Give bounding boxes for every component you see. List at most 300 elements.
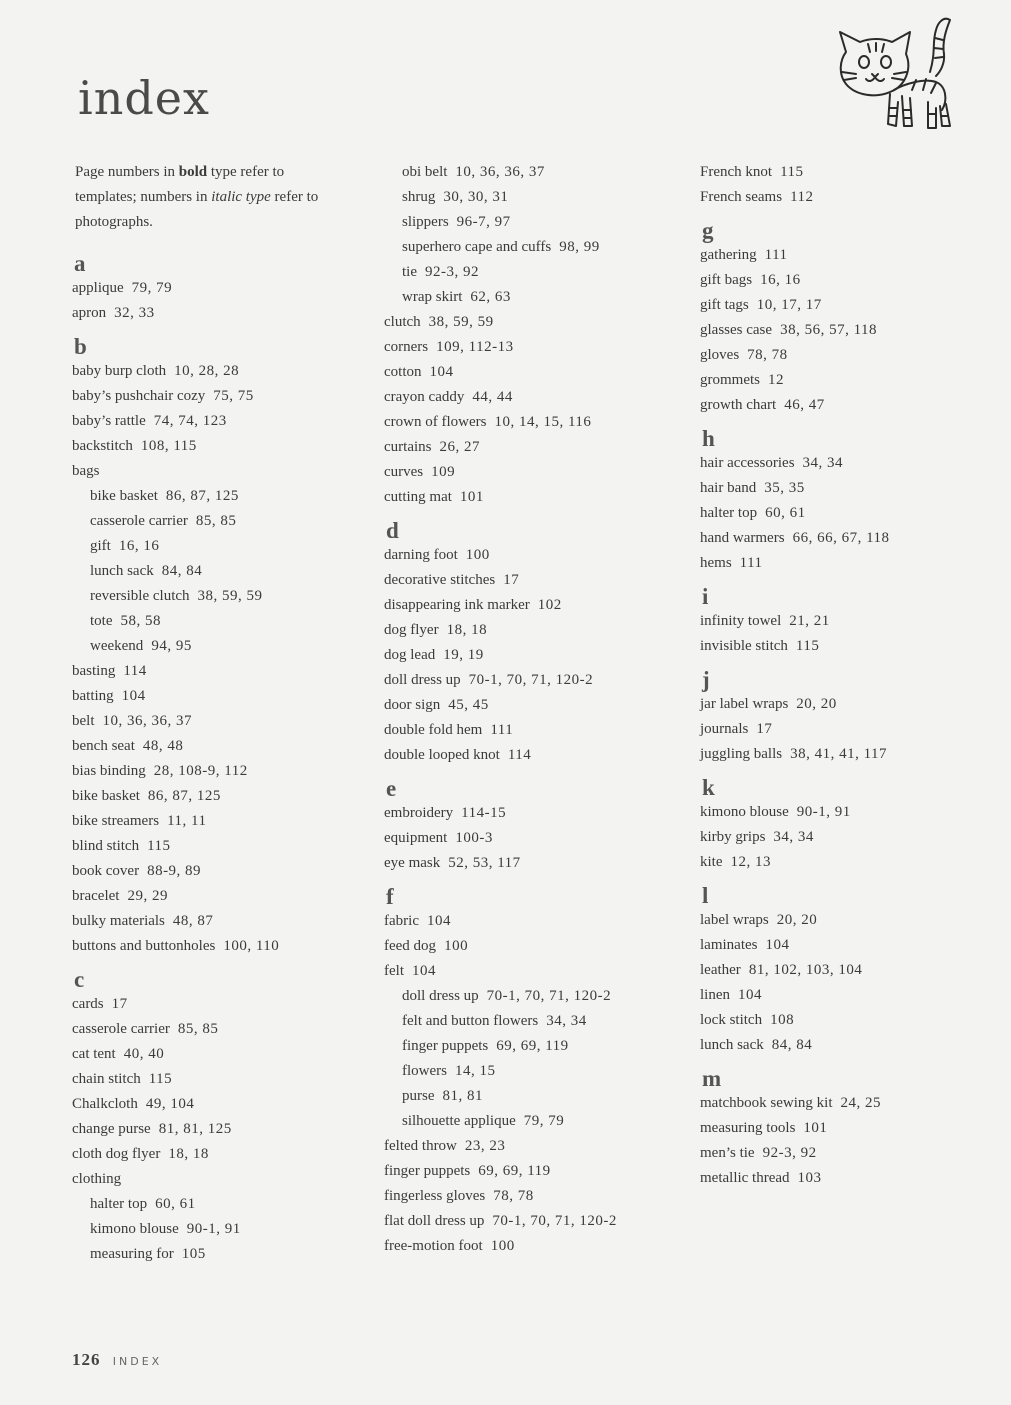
entry-pages: 20, 20 <box>776 912 818 928</box>
entry-term: free-motion foot <box>384 1238 483 1254</box>
cat-illustration <box>832 12 962 136</box>
index-entry <box>384 385 684 410</box>
entry-pages: 69, 69, 119 <box>478 1163 551 1179</box>
entry-term: eye mask <box>384 855 441 871</box>
entry-pages: 52, 53, 117 <box>448 855 521 871</box>
entry-pages: 111 <box>490 722 514 738</box>
index-subentry <box>72 634 362 659</box>
index-entry <box>384 410 684 435</box>
entry-pages: 81, 81, 125 <box>158 1121 232 1137</box>
index-entry <box>384 593 684 618</box>
entry-term: journals <box>700 721 749 737</box>
index-entry <box>72 934 362 959</box>
entry-pages: 12, 13 <box>730 854 771 870</box>
entry-pages: 103 <box>797 1170 822 1186</box>
index-entry <box>700 634 1000 659</box>
index-entry <box>72 992 362 1017</box>
entry-pages: 10, 28, 28 <box>174 363 240 379</box>
entry-pages: 38, 59, 59 <box>197 588 263 604</box>
entry-term: decorative stitches <box>384 572 496 588</box>
index-entry <box>384 543 684 568</box>
index-entry <box>700 742 1000 767</box>
entry-pages: 85, 85 <box>177 1021 219 1037</box>
index-entry <box>700 800 1000 825</box>
entry-pages: 94, 95 <box>151 638 192 654</box>
entry-pages: 90-1, 91 <box>796 804 851 820</box>
entry-term: curves <box>384 464 424 480</box>
index-entry <box>72 734 362 759</box>
entry-term: bike streamers <box>72 813 160 829</box>
entry-pages: 17 <box>111 996 128 1012</box>
entry-pages: 115 <box>148 1071 173 1087</box>
entry-pages: 115 <box>795 638 820 654</box>
entry-term: book cover <box>72 863 140 879</box>
entry-term: change purse <box>72 1121 151 1137</box>
entry-pages: 100 <box>444 938 469 954</box>
entry-term: tote <box>90 613 113 629</box>
entry-pages: 104 <box>121 688 146 704</box>
entry-pages: 62, 63 <box>470 289 511 305</box>
entry-pages: 102 <box>537 597 562 613</box>
index-entry <box>700 1008 1000 1033</box>
index-entry <box>72 384 362 409</box>
entry-pages: 34, 34 <box>546 1013 587 1029</box>
entry-pages: 38, 56, 57, 118 <box>780 322 878 338</box>
index-entry <box>384 460 684 485</box>
index-entry <box>700 825 1000 850</box>
index-entry <box>700 717 1000 742</box>
index-entry <box>700 1166 1000 1191</box>
index-entry <box>384 718 684 743</box>
entry-pages: 14, 15 <box>455 1063 496 1079</box>
entry-pages: 112 <box>790 189 814 205</box>
index-entry <box>72 434 362 459</box>
index-subentry <box>384 984 684 1009</box>
entry-term: double fold hem <box>384 722 483 738</box>
index-subentry <box>72 1217 362 1242</box>
index-subentry <box>72 559 362 584</box>
entry-pages: 10, 36, 36, 37 <box>455 164 545 180</box>
entry-pages: 108 <box>770 1012 795 1028</box>
entry-term: clothing <box>72 1171 122 1187</box>
index-subentry <box>384 1059 684 1084</box>
entry-pages: 85, 85 <box>195 513 237 529</box>
entry-term: bags <box>72 463 100 479</box>
entry-pages: 96-7, 97 <box>456 214 511 230</box>
entry-term: double looped knot <box>384 747 500 763</box>
entry-pages: 114-15 <box>461 805 507 821</box>
entry-pages: 34, 34 <box>773 829 814 845</box>
entry-term: disappearing ink marker <box>384 597 530 613</box>
entry-term: French seams <box>700 189 783 205</box>
index-entry <box>700 243 1000 268</box>
index-entry <box>700 692 1000 717</box>
entry-list <box>384 160 684 1259</box>
entry-pages: 115 <box>147 838 171 854</box>
index-entry <box>384 485 684 510</box>
index-entry <box>700 609 1000 634</box>
entry-term: cotton <box>384 364 422 380</box>
index-entry <box>72 909 362 934</box>
entry-pages: 78, 78 <box>493 1188 534 1204</box>
entry-pages: 100, 110 <box>223 938 280 954</box>
entry-pages: 74, 74, 123 <box>153 413 227 429</box>
entry-pages: 19, 19 <box>443 647 484 663</box>
entry-term: weekend <box>90 638 144 654</box>
entry-pages: 100 <box>490 1238 515 1254</box>
index-entry <box>700 501 1000 526</box>
entry-pages: 101 <box>459 489 484 505</box>
index-entry <box>384 1209 684 1234</box>
entry-term: lunch sack <box>90 563 154 579</box>
entry-term: batting <box>72 688 114 704</box>
index-entry <box>700 1116 1000 1141</box>
letter-heading: h <box>702 426 715 451</box>
index-entry <box>72 359 362 384</box>
index-subentry <box>72 584 362 609</box>
entry-term: chain stitch <box>72 1071 141 1087</box>
index-entry <box>384 1234 684 1259</box>
index-entry <box>384 959 684 984</box>
entry-term: French knot <box>700 164 773 180</box>
entry-pages: 98, 99 <box>559 239 600 255</box>
entry-pages: 58, 58 <box>120 613 161 629</box>
page-footer <box>72 1350 162 1370</box>
index-entry <box>384 743 684 768</box>
entry-term: doll dress up <box>384 672 461 688</box>
entry-pages: 10, 14, 15, 116 <box>494 414 592 430</box>
entry-pages: 17 <box>503 572 520 588</box>
entry-term: dog flyer <box>384 622 439 638</box>
entry-term: doll dress up <box>402 988 479 1004</box>
entry-pages: 17 <box>756 721 773 737</box>
entry-pages: 49, 104 <box>145 1096 195 1112</box>
entry-term: casserole carrier <box>72 1021 170 1037</box>
entry-pages: 84, 84 <box>771 1037 813 1053</box>
entry-list <box>700 160 1000 1191</box>
index-entry <box>700 268 1000 293</box>
entry-term: reversible clutch <box>90 588 190 604</box>
index-entry <box>72 709 362 734</box>
entry-term: baby’s pushchair cozy <box>72 388 206 404</box>
entry-pages: 70-1, 70, 71, 120-2 <box>468 672 594 688</box>
index-entry <box>700 185 1000 210</box>
entry-term: matchbook sewing kit <box>700 1095 833 1111</box>
entry-term: bench seat <box>72 738 135 754</box>
entry-term: casserole carrier <box>90 513 188 529</box>
entry-pages: 44, 44 <box>472 389 513 405</box>
entry-pages: 109 <box>431 464 456 480</box>
index-subentry <box>72 1242 362 1267</box>
entry-term: dog lead <box>384 647 436 663</box>
entry-term: door sign <box>384 697 441 713</box>
entry-term: fingerless gloves <box>384 1188 486 1204</box>
entry-term: halter top <box>90 1196 148 1212</box>
entry-term: baby burp cloth <box>72 363 167 379</box>
index-subentry <box>384 210 684 235</box>
index-subentry <box>72 1192 362 1217</box>
entry-term: feed dog <box>384 938 437 954</box>
entry-pages: 66, 66, 67, 118 <box>792 530 890 546</box>
index-entry <box>72 684 362 709</box>
letter-heading: c <box>74 967 85 992</box>
entry-term: label wraps <box>700 912 769 928</box>
entry-pages: 26, 27 <box>439 439 480 455</box>
entry-term: embroidery <box>384 805 454 821</box>
index-entry <box>384 643 684 668</box>
entry-term: metallic thread <box>700 1170 790 1186</box>
index-entry <box>72 659 362 684</box>
entry-term: lunch sack <box>700 1037 764 1053</box>
entry-term: linen <box>700 987 730 1003</box>
index-subentry <box>384 1009 684 1034</box>
letter-heading: l <box>702 883 709 908</box>
entry-term: lock stitch <box>700 1012 763 1028</box>
index-entry <box>72 809 362 834</box>
entry-pages: 46, 47 <box>784 397 825 413</box>
entry-term: fabric <box>384 913 419 929</box>
entry-term: gloves <box>700 347 740 363</box>
entry-term: juggling balls <box>700 746 783 762</box>
entry-pages: 23, 23 <box>464 1138 506 1154</box>
entry-term: leather <box>700 962 741 978</box>
entry-term: gift bags <box>700 272 753 288</box>
entry-pages: 18, 18 <box>446 622 488 638</box>
entry-pages: 16, 16 <box>118 538 160 554</box>
index-subentry <box>384 260 684 285</box>
index-entry <box>384 1134 684 1159</box>
index-entry <box>72 1067 362 1092</box>
index-subentry <box>72 609 362 634</box>
entry-term: applique <box>72 280 124 296</box>
index-entry <box>72 1167 362 1192</box>
entry-term: growth chart <box>700 397 777 413</box>
entry-pages: 104 <box>765 937 790 953</box>
entry-term: superhero cape and cuffs <box>402 239 552 255</box>
letter-heading: g <box>702 218 714 243</box>
index-entry <box>384 335 684 360</box>
index-entry <box>384 851 684 876</box>
entry-term: purse <box>402 1088 435 1104</box>
entry-pages: 70-1, 70, 71, 120-2 <box>486 988 612 1004</box>
index-entry <box>72 759 362 784</box>
page-title: index <box>78 70 210 125</box>
index-entry <box>700 551 1000 576</box>
entry-term: bias binding <box>72 763 146 779</box>
entry-pages: 104 <box>426 913 451 929</box>
entry-term: darning foot <box>384 547 458 563</box>
index-entry <box>384 435 684 460</box>
section-label: INDEX <box>112 1355 163 1368</box>
entry-pages: 79, 79 <box>131 280 173 296</box>
index-column-1 <box>72 160 362 1267</box>
index-subentry <box>384 235 684 260</box>
entry-pages: 100 <box>465 547 490 563</box>
entry-pages: 10, 36, 36, 37 <box>102 713 192 729</box>
entry-pages: 109, 112-13 <box>436 339 514 355</box>
index-entry <box>72 459 362 484</box>
entry-pages: 105 <box>181 1246 206 1262</box>
entry-term: gift tags <box>700 297 749 313</box>
entry-term: crayon caddy <box>384 389 465 405</box>
letter-heading: j <box>702 667 710 692</box>
index-entry <box>384 1184 684 1209</box>
entry-pages: 90-1, 91 <box>186 1221 241 1237</box>
entry-pages: 81, 81 <box>442 1088 483 1104</box>
entry-pages: 60, 61 <box>155 1196 196 1212</box>
entry-term: felted throw <box>384 1138 457 1154</box>
entry-term: cards <box>72 996 104 1012</box>
index-entry <box>700 1141 1000 1166</box>
entry-pages: 79, 79 <box>523 1113 565 1129</box>
entry-term: kimono blouse <box>90 1221 179 1237</box>
index-entry <box>384 909 684 934</box>
entry-term: basting <box>72 663 116 679</box>
entry-term: hand warmers <box>700 530 785 546</box>
entry-term: measuring for <box>90 1246 174 1262</box>
entry-pages: 81, 102, 103, 104 <box>748 962 863 978</box>
entry-term: blind stitch <box>72 838 140 854</box>
entry-term: jar label wraps <box>700 696 789 712</box>
entry-pages: 101 <box>803 1120 828 1136</box>
entry-term: Chalkcloth <box>72 1096 138 1112</box>
index-entry <box>700 526 1000 551</box>
entry-term: tie <box>402 264 417 280</box>
entry-term: finger puppets <box>384 1163 471 1179</box>
entry-term: invisible stitch <box>700 638 788 654</box>
entry-term: kimono blouse <box>700 804 789 820</box>
letter-heading: f <box>386 884 394 909</box>
entry-term: bike basket <box>72 788 140 804</box>
index-entry <box>700 293 1000 318</box>
index-entry <box>700 1091 1000 1116</box>
entry-term: belt <box>72 713 95 729</box>
index-entry <box>72 784 362 809</box>
entry-pages: 34, 34 <box>802 455 844 471</box>
entry-term: baby’s rattle <box>72 413 146 429</box>
entry-pages: 86, 87, 125 <box>147 788 221 804</box>
index-entry <box>384 310 684 335</box>
index-entry <box>700 318 1000 343</box>
entry-pages: 32, 33 <box>114 305 155 321</box>
index-entry <box>700 908 1000 933</box>
entry-pages: 108, 115 <box>140 438 197 454</box>
entry-term: corners <box>384 339 429 355</box>
entry-pages: 92-3, 92 <box>762 1145 817 1161</box>
entry-term: wrap skirt <box>402 289 463 305</box>
index-entry <box>384 693 684 718</box>
index-entry <box>72 409 362 434</box>
entry-pages: 104 <box>412 963 436 979</box>
entry-pages: 104 <box>429 364 454 380</box>
index-subentry <box>384 1034 684 1059</box>
entry-term: buttons and buttonholes <box>72 938 216 954</box>
entry-pages: 35, 35 <box>764 480 805 496</box>
letter-heading: d <box>386 518 399 543</box>
entry-term: kirby grips <box>700 829 766 845</box>
index-entry <box>700 476 1000 501</box>
entry-term: felt and button flowers <box>402 1013 539 1029</box>
entry-pages: 78, 78 <box>747 347 788 363</box>
entry-term: halter top <box>700 505 758 521</box>
letter-heading: a <box>74 251 86 276</box>
index-entry <box>384 568 684 593</box>
index-column-3 <box>700 160 1000 1191</box>
entry-term: gathering <box>700 247 757 263</box>
index-subentry <box>72 534 362 559</box>
entry-term: flat doll dress up <box>384 1213 485 1229</box>
entry-pages: 115 <box>780 164 804 180</box>
entry-pages: 28, 108-9, 112 <box>153 763 248 779</box>
entry-pages: 92-3, 92 <box>425 264 479 280</box>
entry-pages: 29, 29 <box>127 888 168 904</box>
index-entry <box>384 668 684 693</box>
entry-term: glasses case <box>700 322 773 338</box>
index-entry <box>700 933 1000 958</box>
entry-term: silhouette applique <box>402 1113 516 1129</box>
index-subentry <box>384 160 684 185</box>
entry-term: hair accessories <box>700 455 795 471</box>
index-subentry <box>384 1109 684 1134</box>
index-entry <box>72 859 362 884</box>
letter-heading: b <box>74 334 87 359</box>
index-entry <box>72 301 362 326</box>
entry-pages: 60, 61 <box>765 505 806 521</box>
index-entry <box>72 1017 362 1042</box>
index-column-2 <box>384 160 684 1259</box>
entry-pages: 114 <box>507 747 532 763</box>
index-entry <box>72 276 362 301</box>
entry-pages: 38, 59, 59 <box>428 314 494 330</box>
index-entry <box>384 801 684 826</box>
letter-heading: m <box>702 1066 722 1091</box>
entry-term: measuring tools <box>700 1120 796 1136</box>
index-entry <box>700 1033 1000 1058</box>
index-entry <box>700 343 1000 368</box>
entry-pages: 100-3 <box>455 830 493 846</box>
entry-pages: 104 <box>738 987 762 1003</box>
index-entry <box>384 360 684 385</box>
index-entry <box>700 368 1000 393</box>
entry-term: gift <box>90 538 111 554</box>
entry-pages: 16, 16 <box>760 272 801 288</box>
entry-term: kite <box>700 854 723 870</box>
entry-pages: 48, 48 <box>142 738 184 754</box>
entry-pages: 12 <box>768 372 784 388</box>
letter-heading: i <box>702 584 709 609</box>
entry-term: curtains <box>384 439 432 455</box>
index-entry <box>72 1117 362 1142</box>
entry-pages: 30, 30, 31 <box>443 189 509 205</box>
entry-term: backstitch <box>72 438 133 454</box>
entry-pages: 69, 69, 119 <box>496 1038 569 1054</box>
entry-pages: 45, 45 <box>448 697 489 713</box>
index-entry <box>700 983 1000 1008</box>
entry-pages: 86, 87, 125 <box>165 488 239 504</box>
entry-pages: 88-9, 89 <box>147 863 202 879</box>
entry-pages: 11, 11 <box>167 813 207 829</box>
index-entry <box>700 451 1000 476</box>
entry-term: men’s tie <box>700 1145 755 1161</box>
index-entry <box>700 393 1000 418</box>
entry-pages: 38, 41, 41, 117 <box>790 746 888 762</box>
index-subentry <box>72 484 362 509</box>
entry-pages: 70-1, 70, 71, 120-2 <box>492 1213 617 1229</box>
entry-pages: 21, 21 <box>789 613 830 629</box>
entry-term: crown of flowers <box>384 414 487 430</box>
index-entry <box>72 1042 362 1067</box>
entry-term: obi belt <box>402 164 448 180</box>
